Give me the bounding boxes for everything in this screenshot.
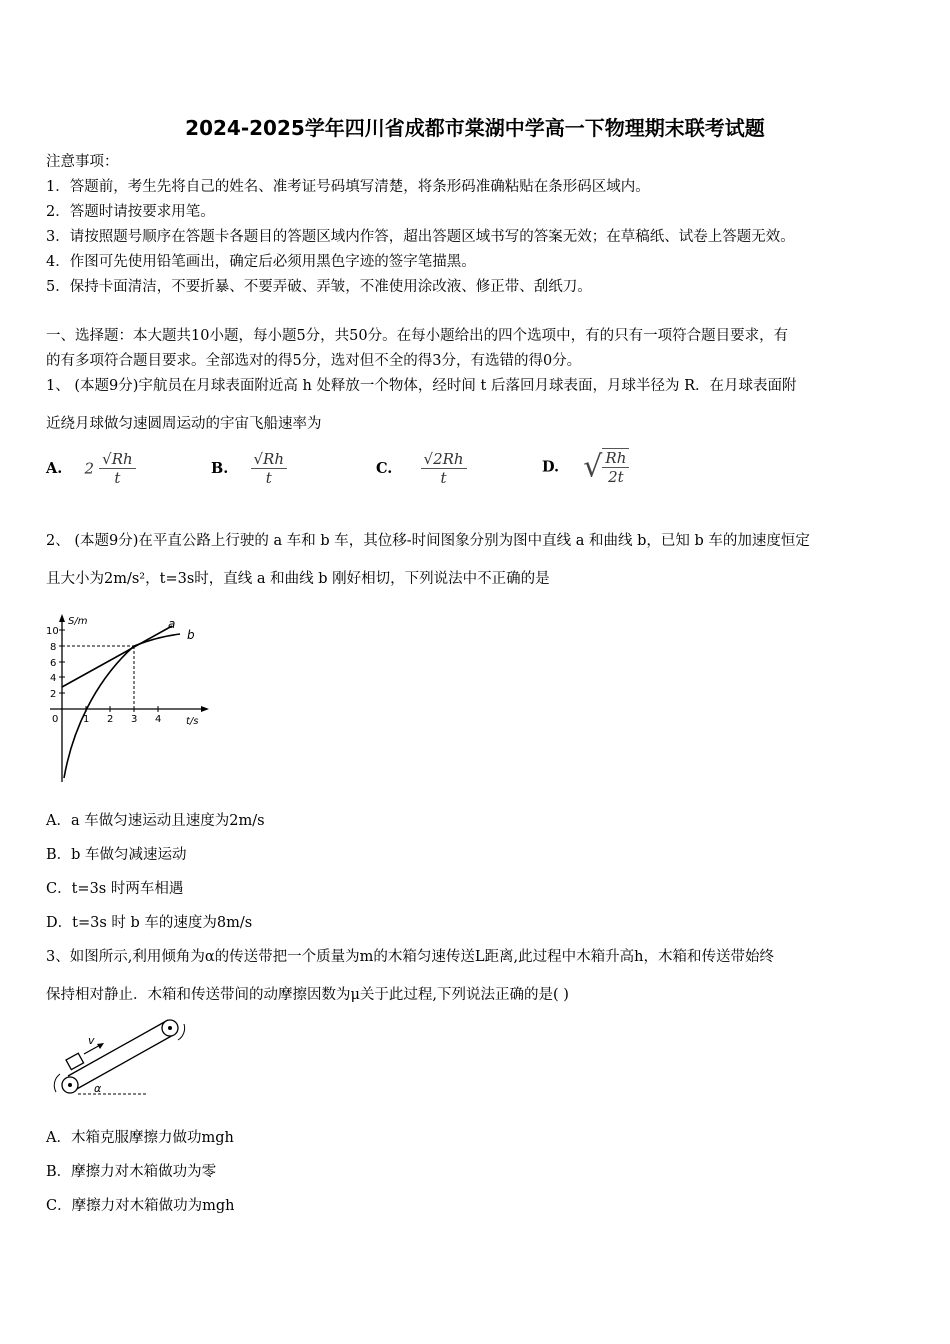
fraction-denominator: t — [440, 469, 447, 487]
q3-line1: 3、如图所示,利用倾角为α的传送带把一个质量为m的木箱匀速传送L距离,此过程中木箱升高h，木箱和传送带始终 — [46, 949, 774, 965]
x-tick-label: 3 — [131, 714, 138, 725]
fraction — [421, 450, 467, 487]
fraction-denominator: 2t — [608, 468, 624, 486]
q1-line2: 近绕月球做匀速圆周运动的宇宙飞船速率为 — [46, 416, 322, 432]
option-label: D. — [542, 458, 560, 476]
q3-option-b[interactable]: B．摩擦力对木箱做功为零 — [46, 1164, 217, 1180]
notice-item: 1．答题前，考生先将自己的姓名、准考证号码填写清楚，将条形码准确粘贴在条形码区域内。 — [46, 179, 650, 195]
curve-a-label: a — [168, 617, 176, 631]
curve-b — [64, 634, 180, 778]
q1-option-b[interactable] — [211, 450, 287, 487]
fraction-numerator: √2Rh — [421, 450, 467, 469]
y-axis-label: S/m — [68, 616, 88, 627]
q2-line2: 且大小为2m/s²，t=3s时，直线 a 和曲线 b 刚好相切，下列说法中不正确的是 — [46, 571, 550, 587]
q3-option-c[interactable]: C．摩擦力对木箱做功为mgh — [46, 1198, 235, 1214]
q1-option-c[interactable] — [376, 450, 467, 487]
x-tick-label: 0 — [52, 714, 59, 725]
q1-option-d[interactable] — [542, 448, 629, 486]
notice-heading: 注意事项： — [46, 154, 119, 170]
angle-label: α — [94, 1082, 102, 1095]
bottom-pulley-axle — [68, 1083, 72, 1087]
y-axis-arrow-icon — [59, 614, 65, 622]
q2-option-c[interactable]: C．t=3s 时两车相遇 — [46, 881, 184, 897]
notice-item: 2．答题时请按要求用笔。 — [46, 204, 215, 220]
rotation-arrow-icon — [54, 1074, 60, 1092]
fraction-denominator: t — [114, 469, 121, 487]
belt-top — [68, 1020, 168, 1076]
q3-line2: 保持相对静止．木箱和传送带间的动摩擦因数为μ关于此过程,下列说法正确的是( ) — [46, 987, 569, 1003]
q3-option-a[interactable]: A．木箱克服摩擦力做功mgh — [46, 1130, 234, 1146]
option-label: C. — [376, 460, 393, 477]
fraction-numerator: Rh — [602, 449, 629, 468]
notice-item: 4．作图可先使用铅笔画出，确定后必须用黑色字迹的签字笔描黑。 — [46, 254, 476, 270]
x-tick-label: 1 — [83, 714, 90, 725]
option-label: A. — [46, 460, 63, 477]
box — [66, 1053, 84, 1069]
q2-option-a[interactable]: A．a 车做匀速运动且速度为2m/s — [46, 813, 265, 829]
q2-option-b[interactable]: B．b 车做匀减速运动 — [46, 847, 187, 863]
section-intro-line1: 一、选择题：本大题共10小题，每小题5分，共50分。在每小题给出的四个选项中，有的只有一项符合题目要求，有 — [46, 328, 789, 344]
page-title: 2024-2025学年四川省成都市棠湖中学高一下物理期末联考试题 — [185, 116, 765, 140]
q1-option-a[interactable] — [46, 450, 136, 487]
fraction — [99, 450, 136, 487]
q2-position-time-graph — [44, 612, 214, 784]
fraction — [251, 450, 288, 487]
y-tick-label: 8 — [50, 642, 57, 653]
notice-item: 3．请按照题号顺序在答题卡各题目的答题区域内作答，超出答题区域书写的答案无效；在草稿纸、试卷上答题无效。 — [46, 229, 795, 245]
sqrt-icon: √ — [583, 449, 603, 485]
fraction — [602, 448, 629, 486]
y-tick-label: 6 — [50, 658, 57, 669]
fraction-numerator: √Rh — [99, 450, 136, 469]
fraction-numerator: √Rh — [251, 450, 288, 469]
line-a — [62, 626, 172, 687]
velocity-label: v — [88, 1034, 95, 1047]
q2-option-d[interactable]: D．t=3s 时 b 车的速度为8m/s — [46, 915, 253, 931]
section-intro-line2: 的有多项符合题目要求。全部选对的得5分，选对但不全的得3分，有选错的得0分。 — [46, 353, 582, 369]
x-axis-label: t/s — [186, 716, 199, 727]
q2-line1: 2、 (本题9分)在平直公路上行驶的 a 车和 b 车，其位移-时间图象分别为图中直线 a 和曲线 b，已知 b 车的加速度恒定 — [46, 533, 810, 549]
top-pulley-axle — [168, 1026, 172, 1030]
q1-line1: 1、 (本题9分)宇航员在月球表面附近高 h 处释放一个物体，经时间 t 后落回月球表面，月球半径为 R．在月球表面附 — [46, 378, 797, 394]
y-tick-label: 10 — [46, 626, 59, 637]
rotation-arrow-icon — [178, 1024, 185, 1040]
x-axis-arrow-icon — [201, 706, 209, 712]
fraction-denominator: t — [265, 469, 272, 487]
y-tick-label: 4 — [50, 673, 57, 684]
option-label: B. — [211, 460, 229, 477]
y-tick-label: 2 — [50, 689, 57, 700]
q3-conveyor-belt-figure — [48, 1014, 198, 1104]
notice-item: 5．保持卡面清洁，不要折暴、不要弄破、弄皱，不准使用涂改液、修正带、刮纸刀。 — [46, 279, 592, 295]
x-tick-label: 2 — [107, 714, 114, 725]
option-coefficient: 2 — [84, 459, 95, 478]
x-tick-label: 4 — [155, 714, 162, 725]
curve-b-label: b — [187, 628, 195, 642]
